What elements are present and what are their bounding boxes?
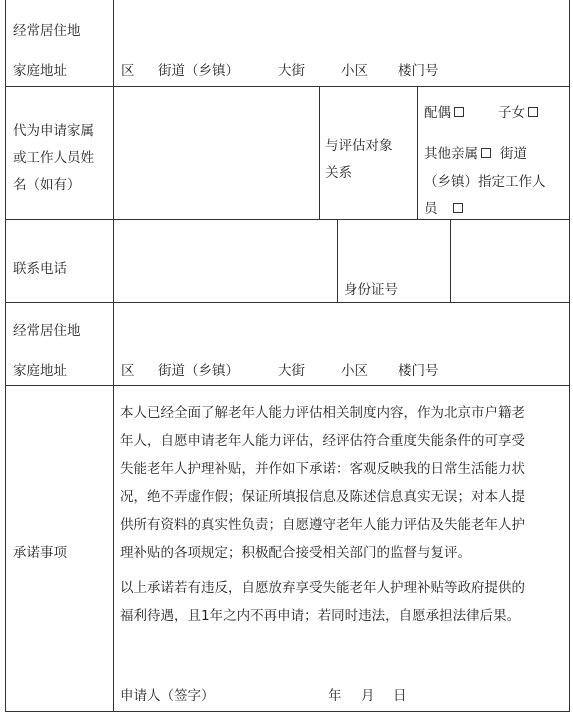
option-child-label: 子女: [498, 105, 525, 121]
pledge-line: 福利待遇，且1年之内不再申请；若同时违法，自愿承担法律后果。: [120, 608, 521, 624]
child-checkbox[interactable]: [528, 107, 538, 117]
pledge-line: 理补贴的各项规定；积极配合接受相关部门的监督与复评。: [120, 545, 471, 561]
signature-label: 申请人（签字）: [120, 688, 215, 704]
row-divider-2: [5, 219, 570, 220]
address2-building: 楼门号: [398, 363, 439, 379]
option-staff-label: 员: [424, 201, 438, 217]
address1-label-line1: 经常居住地: [13, 23, 81, 39]
pledge-line: 失能老年人护理补贴，并作如下承诺：客观反映我的日常生活能力状: [120, 461, 525, 477]
address1-community: 小区: [341, 63, 368, 79]
address1-building: 楼门号: [398, 63, 439, 79]
pledge-line: 况，绝不弄虚作假；保证所填报信息及陈述信息真实无误；对本人提: [120, 489, 525, 505]
relation-label-line2: 关系: [325, 165, 352, 181]
label-column-divider: [113, 0, 114, 712]
date-year: 年: [328, 688, 342, 704]
option-other-label: 其他亲属: [424, 146, 478, 162]
border-left: [5, 0, 6, 712]
pledge-line: 本人已经全面了解老年人能力评估相关制度内容，作为北京市户籍老: [120, 405, 525, 421]
agent-label-line3: 名（如有）: [13, 177, 81, 193]
border-right: [569, 0, 570, 712]
address1-label-line2: 家庭地址: [13, 63, 67, 79]
date-day: 日: [393, 688, 407, 704]
agent-label-line1: 代为申请家属: [13, 123, 94, 139]
row-divider-3: [5, 302, 570, 303]
option-staff-line2: （乡镇）指定工作人: [424, 174, 546, 190]
row-divider-4: [5, 385, 570, 386]
staff-checkbox[interactable]: [453, 203, 463, 213]
address2-label-line2: 家庭地址: [13, 363, 67, 379]
address2-street: 街道（乡镇）: [158, 363, 239, 379]
option-child[interactable]: [498, 103, 538, 123]
phone-label: 联系电话: [13, 261, 67, 277]
address2-district: 区: [121, 363, 135, 379]
pledge-line: 年人，自愿申请老年人能力评估，经评估符合重度失能条件的可享受: [120, 433, 525, 449]
option-staff-line3[interactable]: [424, 199, 463, 219]
spouse-checkbox[interactable]: [454, 107, 464, 117]
relation-label-line1: 与评估对象: [325, 138, 393, 154]
contact-divider-1: [337, 219, 338, 302]
pledge-line: 供所有资料的真实性负责；自愿遵守老年人能力评估及失能老年人护: [120, 517, 525, 533]
row-divider-1: [5, 86, 570, 87]
option-street-label: 街道: [500, 146, 527, 162]
address1-avenue: 大街: [278, 63, 305, 79]
option-spouse[interactable]: [424, 103, 464, 123]
option-spouse-label: 配偶: [424, 105, 451, 121]
option-other-line1[interactable]: [424, 144, 527, 164]
address2-avenue: 大街: [278, 363, 305, 379]
pledge-label: 承诺事项: [13, 545, 67, 561]
agent-name-divider: [319, 86, 320, 219]
date-month: 月: [361, 688, 375, 704]
agent-relation-divider: [417, 86, 418, 219]
agent-label-line2: 或工作人员姓: [13, 150, 94, 166]
address1-district: 区: [121, 63, 135, 79]
address2-label-line1: 经常居住地: [13, 323, 81, 339]
other-relative-checkbox[interactable]: [481, 148, 491, 158]
address1-street: 街道（乡镇）: [158, 63, 239, 79]
contact-divider-2: [450, 219, 451, 302]
address2-community: 小区: [341, 363, 368, 379]
pledge-line: 以上承诺若有违反，自愿放弃享受失能老年人护理补贴等政府提供的: [120, 580, 525, 596]
id-number-label: 身份证号: [344, 282, 398, 298]
